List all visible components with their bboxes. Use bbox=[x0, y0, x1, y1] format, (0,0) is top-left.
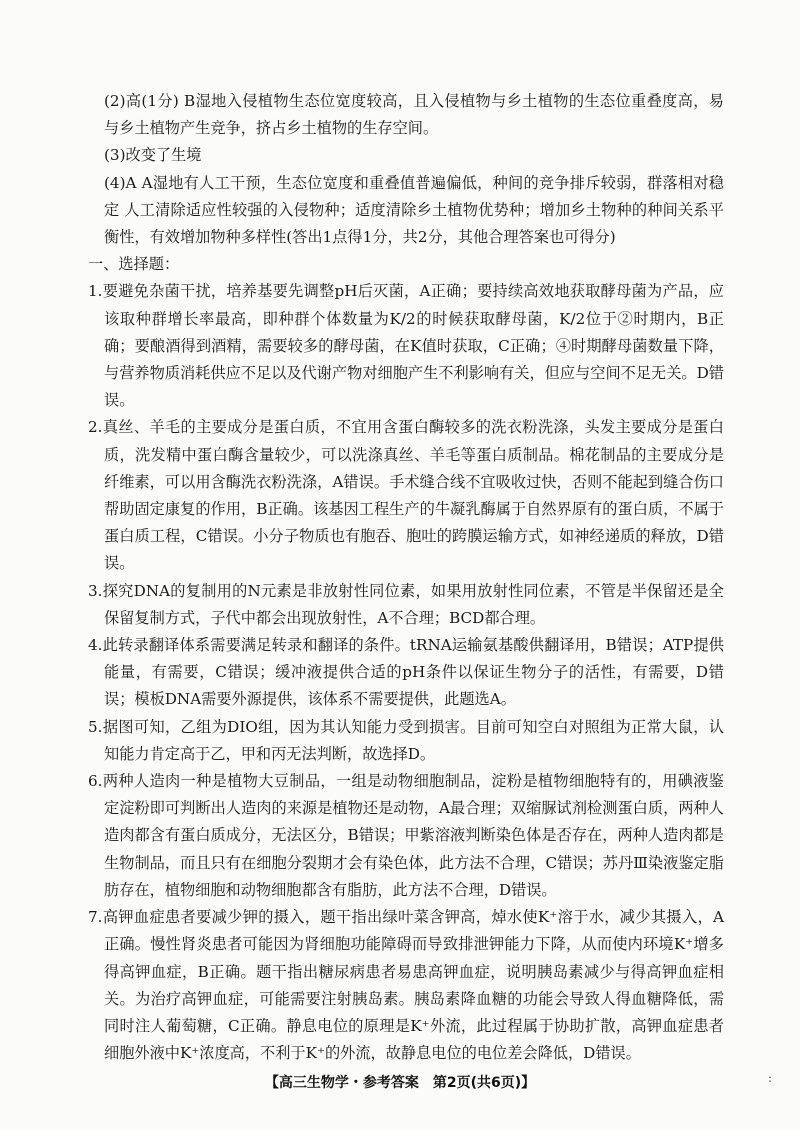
subanswer-3: (3)改变了生境 bbox=[104, 146, 202, 165]
choice-answer-3: 3.探究DNA的复制用的N元素是非放射性同位素，如果用放射性同位素，不管是半保留还是全保留复制方式，子代中都会出现放射性，A不合理；BCD都合理。 bbox=[88, 581, 724, 627]
answer-page bbox=[88, 88, 724, 1067]
subanswer-4: (4)A A湿地有人工干预，生态位宽度和重叠值普遍偏低，种间的竞争排斥较弱，群落相对稳定 人工清除适应性较强的入侵物种；适度清除乡土植物优势种；增加乡土物种的种间关系平衡性，有效增加物种多样性(答出1点得1分，共2分，其他合理答案也可得分) bbox=[104, 173, 724, 247]
corner-mark: : bbox=[768, 1071, 773, 1085]
choice-answer-6: 6.两种人造肉一种是植物大豆制品，一组是动物细胞制品，淀粉是植物细胞特有的，用碘液鉴定淀粉即可判断出人造肉的来源是植物还是动物，A最合理；双缩脲试剂检测蛋白质，两种人造肉都含有蛋白质成分，无法区分，B错误；甲紫溶液判断染色体是否存在，两种人造肉都是生物制品，而且只有在细胞分裂期才会有染色体，此方法不合理，C错误；苏丹Ⅲ染液鉴定脂肪存在，植物细胞和动物细胞都含有脂肪，此方法不合理，D错误。 bbox=[88, 772, 724, 899]
choice-answer-1: 1.要避免杂菌干扰，培养基要先调整pH后灭菌，A正确；要持续高效地获取酵母菌为产品，应该取种群增长率最高，即种群个体数量为K/2的时候获取酵母菌，K/2位于②时期内，B正确；要酿酒得到酒精，需要较多的酵母菌，在K值时获取，C正确；④时期酵母菌数量下降，与营养物质消耗供应不足以及代谢产物对细胞产生不利影响有关，但应与空间不足无关。D错误。 bbox=[88, 282, 724, 410]
choice-answer-2: 2.真丝、羊毛的主要成分是蛋白质，不宜用含蛋白酶较多的洗衣粉洗涤，头发主要成分是蛋白质，洗发精中蛋白酶含量较少，可以洗涤真丝、羊毛等蛋白质制品。棉花制品的主要成分是纤维素，可以用含酶洗衣粉洗涤，A错误。手术缝合线不宜吸收过快，否则不能起到缝合伤口帮助固定康复的作用，B正确。该基因工程生产的牛凝乳酶属于自然界原有的蛋白质，不属于蛋白质工程，C错误。小分子物质也有胞吞、胞吐的跨膜运输方式，如神经递质的释放，D错误。 bbox=[88, 418, 724, 573]
subanswer-2: (2)高(1分) B湿地入侵植物生态位宽度较高，且入侵植物与乡土植物的生态位重叠度高，易与乡土植物产生竞争，挤占乡土植物的生存空间。 bbox=[104, 92, 724, 138]
choice-answer-4: 4.此转录翻译体系需要满足转录和翻译的条件。tRNA运输氨基酸供翻译用，B错误；ATP提供能量，有需要，C错误；缓冲液提供合适的pH条件以保证生物分子的活性，有需要，D错误；模板DNA需要外源提供，该体系不需要提供，此题选A。 bbox=[88, 636, 724, 709]
choice-answer-7: 7.高钾血症患者要减少钾的摄入，题干指出绿叶菜含钾高，焯水使K⁺溶于水，减少其摄入，A正确。慢性肾炎患者可能因为肾细胞功能障碍而导致排泄钾能力下降，从而使内环境K⁺增多得高钾血症，B正确。题干指出糖尿病患者易患高钾血症，说明胰岛素减少与得高钾血症相关。为治疗高钾血症，可能需要注射胰岛素。胰岛素降血糖的功能会导致人得血糖降低，需同时注人葡萄糖，C正确。静息电位的原理是K⁺外流，此过程属于协助扩散，高钾血症患者细胞外液中K⁺浓度高，不利于K⁺的外流，故静息电位的电位差会降低，D错误。 bbox=[88, 908, 724, 1063]
page-footer: 【高三生物学・参考答案 第2页(共6页)】 bbox=[264, 1075, 536, 1091]
choice-answer-5: 5.据图可知，乙组为DIO组，因为其认知能力受到损害。目前可知空白对照组为正常大鼠，认知能力肯定高于乙，甲和丙无法判断，故选择D。 bbox=[88, 717, 724, 763]
section-title: 一、选择题： bbox=[88, 255, 180, 274]
